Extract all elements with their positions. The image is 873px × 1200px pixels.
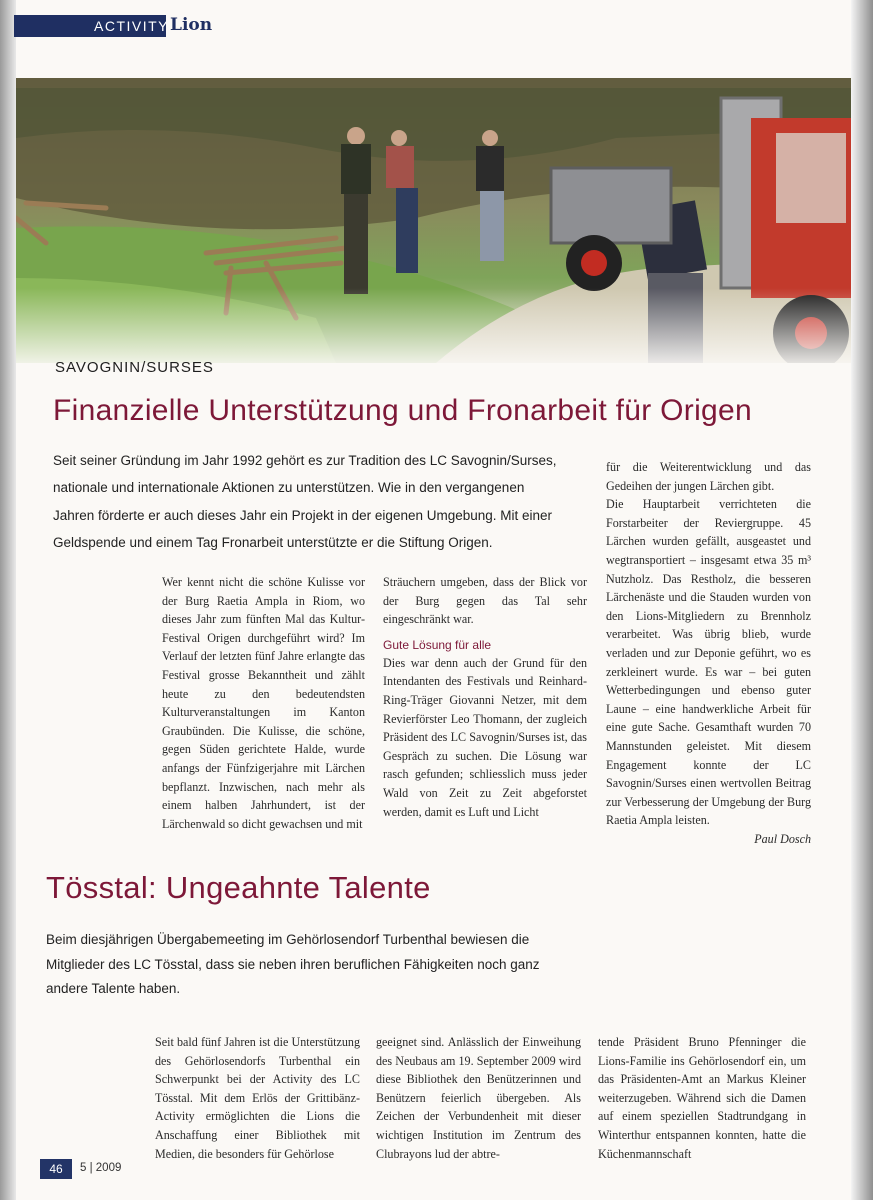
lead-line: andere Talente haben. (46, 981, 181, 996)
body-paragraph: Dies war denn auch der Grund für den Intendanten des Festivals und Reinhard-Ring-Träger Giovanni Netzer, mit dem Revierförster Leo Thomann, der zugleich Präsident des LC Savognin/Surses ist, das Gespräch zu suchen. Die Lösung war rasch gefunden; schliesslich muss jeder Wald von Zeit zu Zeit abgeforstet werden, damit es Luft und Licht (383, 655, 587, 819)
article-lead (53, 447, 593, 556)
scan-right-edge (851, 0, 873, 1200)
magazine-logo: Lion (170, 15, 213, 35)
article-column-3 (598, 1033, 806, 1163)
lead-line: Seit seiner Gründung im Jahr 1992 gehört es zur Tradition des LC Savognin/Surses, (53, 453, 557, 468)
article-column-2 (383, 573, 587, 821)
article-column-1 (162, 573, 365, 833)
article-author: Paul Dosch (754, 831, 811, 846)
body-paragraph: geeignet sind. Anlässlich der Einweihung des Neubaus am 19. September 2009 wird diese Bibliothek den Benützerinnen und Benützern feierlich übergeben. Als Zeichen der Verbundenheit mit dieser wichtigen Institution im Zentrum des Clubrayons lud der abtre- (376, 1035, 581, 1161)
body-paragraph: Die Hauptarbeit verrichteten die Forstarbeiter der Reviergruppe. 45 Lärchen wurden gefällt, ausgeastet und wegtransportiert – insgesamt etwa 35 m³ Nutzholz. Das Restholz, die besseren Lärchenäste und die Stauden wurden von den Lions-Mitgliedern zu Brennholz verarbeitet. Was übrig blieb, wurde verladen und zur Deponie geführt, wo es zerkleinert wurde. Es war – bei guten Wetterbedingungen und ebenso guter Laune – eine handwerkliche Arbeit für eine gute Sache. Gesamthaft wurden 70 Mannstunden geleistet. Mit diesem Engagement konnte der LC Savognin/Surses einen wertvollen Beitrag zur Verbesserung der Umgebung der Burg Raetia Ampla leisten. (606, 497, 811, 828)
article-lead (46, 928, 586, 1002)
article-column-1 (155, 1033, 360, 1163)
section-label: ACTIVITY (94, 18, 170, 34)
article-photo (16, 78, 851, 363)
article-subheading: Gute Lösung für alle (383, 637, 492, 652)
body-paragraph: Wer kennt nicht die schöne Kulisse vor der Burg Raetia Ampla in Riom, wo dieses Jahr zum fünften Mal das Kultur-Festival Origen durchgeführt wird? Im Verlauf der letzten fünf Jahre erlangte das Festival grosse Bekanntheit und zählt heute zu den bedeutendsten Kulturveranstaltungen im Kanton Graubünden. Die Kulisse, die schöne, gegen Süden gerichtete Halde, wurde anfangs der Fünfzigerjahre mit Lärchen bepflanzt. Inzwischen, nach mehr als einem halben Jahrhundert, ist der Lärchenwald so dicht gewachsen und mit (162, 575, 365, 831)
article-column-3 (606, 458, 811, 848)
page-number: 46 (40, 1159, 72, 1179)
article-kicker: SAVOGNIN/SURSES (55, 359, 214, 376)
article-column-2 (376, 1033, 581, 1163)
body-paragraph: Sträuchern umgeben, dass der Blick vor der Burg gegen das Tal sehr eingeschränkt war. (383, 575, 587, 627)
body-paragraph: Seit bald fünf Jahren ist die Unterstützung des Gehörlosendorfs Turbenthal ein Schwerpunkt bei der Activity des LC Tösstal. Mit dem Erlös der Grittibänz-Activity ermöglichten die Lions die Anschaffung einer Bibliothek mit Medien, die besonders für Gehörlose (155, 1035, 360, 1161)
body-paragraph: tende Präsident Bruno Pfenninger die Lions-Familie ins Gehörlosendorf ein, um das Präsidenten-Amt an Markus Kleiner weiterzugeben. Während sich die Damen auf einem speziellen Stadtrundgang in Winterthur entspannen konnten, hatte die Küchenmannschaft (598, 1035, 806, 1161)
scan-left-edge (0, 0, 16, 1200)
lead-line: Jahren förderte er auch dieses Jahr ein Projekt in der eigenen Umgebung. Mit einer (53, 507, 553, 523)
issue-label: 5 | 2009 (80, 1162, 122, 1174)
article-title: Tösstal: Ungeahnte Talente (46, 870, 431, 905)
lead-line: Geldspende und einem Tag Fronarbeit unterstützte er die Stiftung Origen. (53, 534, 493, 550)
lead-line: Mitglieder des LC Tösstal, dass sie neben ihren beruflichen Fähigkeiten noch ganz (46, 956, 540, 972)
lead-line: Beim diesjährigen Übergabemeeting im Gehörlosendorf Turbenthal bewiesen die (46, 932, 530, 947)
body-paragraph: für die Weiterentwicklung und das Gedeihen der jungen Lärchen gibt. (606, 460, 811, 493)
lead-line: nationale und internationale Aktionen zu unterstützen. Wie in den vergangenen (53, 480, 525, 496)
article-title: Finanzielle Unterstützung und Fronarbeit für Origen (53, 394, 752, 427)
